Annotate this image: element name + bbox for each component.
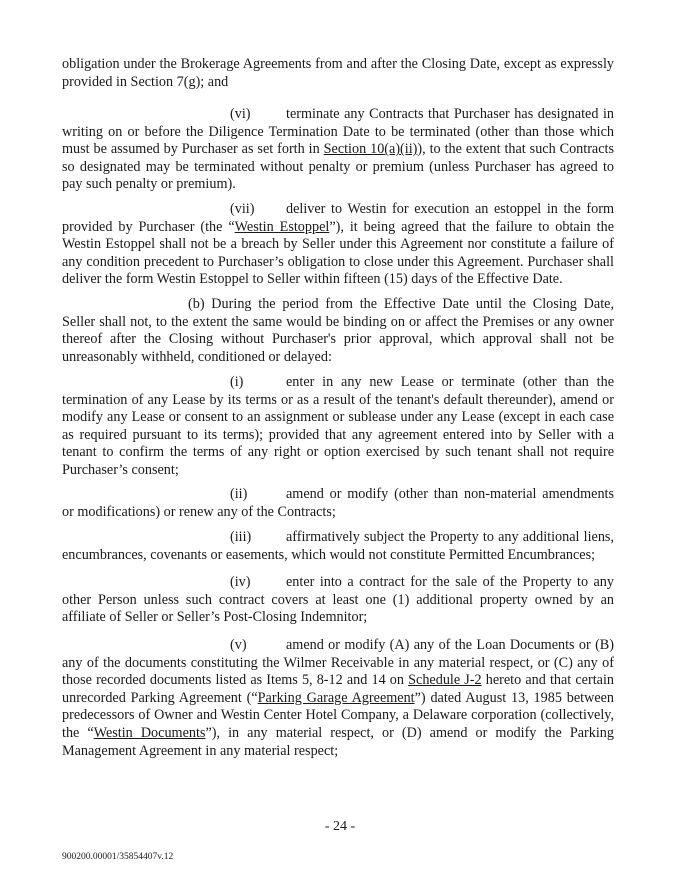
- schedule-reference: Schedule J-2: [408, 672, 482, 689]
- section-reference: Section 10(a)(ii): [323, 141, 418, 158]
- clause-number: (ii): [230, 486, 248, 502]
- clause-number: (v): [230, 637, 247, 653]
- clause-i: (i) enter in any new Lease or terminate (other than the termination of any Lease by its terms or as a result of the tenant's default thereunder), amend or modify any Lease or consent to an assignment or sublease under any Lease (except in each case as required pursuant to its terms); provided that any agreement entered into by Seller with a tenant to confirm the terms of any right or option exercised by such tenant shall not require Purchaser’s consent;: [62, 374, 614, 478]
- clause-vii: (vii) deliver to Westin for execution an estoppel in the form provided by Purchaser (the “Westin Estoppel”), it being agreed that the failure to obtain the Westin Estoppel shall not be a breach by Seller under this Agreement nor constitute a failure of any condition precedent to Purchaser’s obligation to close under this Agreement. Purchaser shall deliver the form Westin Estoppel to Seller within fifteen (15) days of the Effective Date.: [62, 201, 614, 288]
- page-number: - 24 -: [324, 819, 356, 834]
- clause-ii: (ii) amend or modify (other than non-material amendments or modifications) or renew any of the Contracts;: [62, 486, 614, 520]
- clause-number: (vi): [230, 106, 251, 122]
- clause-v: (v) amend or modify (A) any of the Loan Documents or (B) any of the documents constituting the Wilmer Receivable in any material respect, or (C) any of those recorded documents listed as Items 5, 8-12 and 14 on Schedule J-2 hereto and that certain unrecorded Parking Agreement (“Parking Garage Agreement”) dated August 13, 1985 between predecessors of Owner and Westin Center Hotel Company, a Delaware corporation (collectively, the “Westin Documents”), in any material respect, or (D) amend or modify the Parking Management Agreement in any material respect;: [62, 637, 615, 759]
- defined-term: Westin Documents: [93, 724, 206, 741]
- clause-number: (iii): [230, 529, 252, 545]
- clause-iii: (iii) affirmatively subject the Property to any additional liens, encumbrances, covenants or easements, which would not constitute Permitted Encumbrances;: [62, 529, 614, 563]
- defined-term: Parking Garage Agreement: [257, 689, 415, 706]
- clause-number: (vii): [230, 201, 255, 217]
- clause-vi: (vi) terminate any Contracts that Purchaser has designated in writing on or before the Diligence Termination Date to be terminated (other than those which must be assumed by Purchaser as set forth in Section 10(a)(ii)), to the extent that such Contracts so designated may be terminated without penalty or premium (unless Purchaser has agreed to pay such penalty or premium).: [62, 106, 614, 193]
- clause-number: (iv): [230, 574, 251, 590]
- clause-b: (b) During the period from the Effective Date until the Closing Date, Seller shall not, to the extent the same would be binding on or affect the Premises or any owner thereof after the Closing without Purchaser's prior approval, which approval shall not be unreasonably withheld, conditioned or delayed:: [62, 296, 614, 365]
- defined-term: Westin Estoppel: [234, 218, 330, 235]
- document-id-footer: 900200.00001/35854407v.12: [62, 852, 174, 862]
- paragraph-continuation: obligation under the Brokerage Agreements from and after the Closing Date, except as expressly provided in Section 7(g); and: [62, 56, 614, 90]
- clause-number: (i): [230, 374, 244, 390]
- clause-iv: (iv) enter into a contract for the sale of the Property to any other Person unless such contract covers at least one (1) additional property owned by an affiliate of Seller or Seller’s Post-Closing Indemnitor;: [62, 574, 614, 626]
